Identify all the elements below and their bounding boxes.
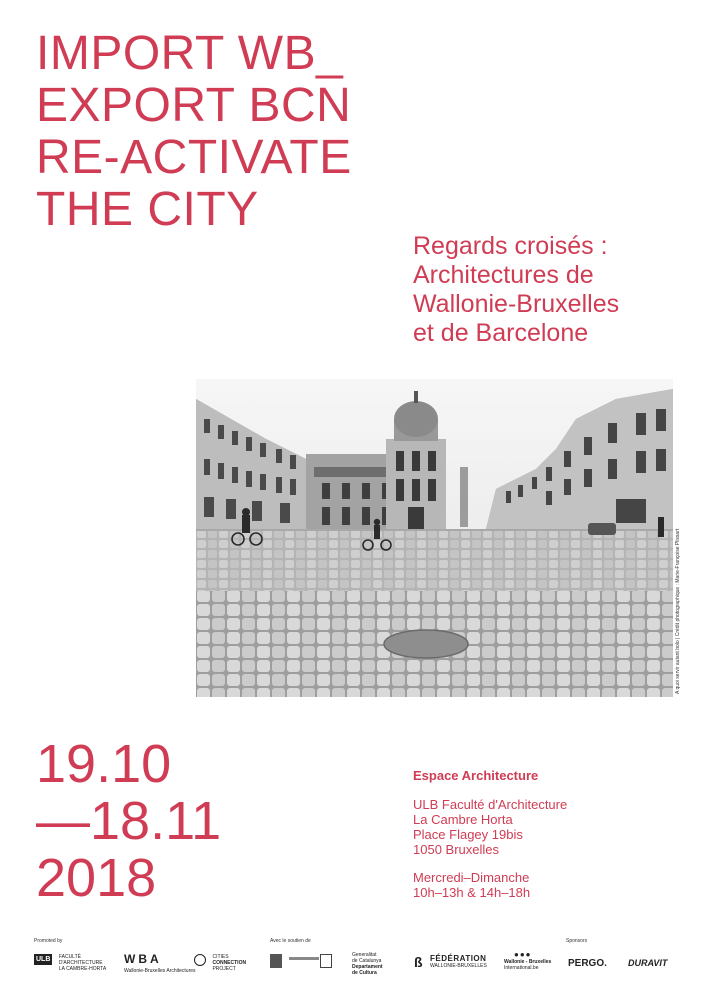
wbi-line-1: Wallonie - Bruxelles (504, 959, 552, 965)
cities-line-1: CITIES (212, 954, 229, 960)
generalitat-line-3: Departament (352, 964, 383, 970)
sponsors-label: Sponsors (566, 938, 588, 944)
subtitle-line-1: Regards croisés : (413, 232, 608, 260)
generalitat-line-1: Generalitat (352, 952, 377, 958)
seal-icon (320, 954, 332, 968)
date-end: —18.11 (36, 791, 222, 851)
generalitat-line-2: de Catalunya (352, 958, 382, 964)
title-line-3: RE-ACTIVATE (36, 131, 352, 184)
title-line-1: IMPORT WB_ (36, 27, 344, 80)
cities-line-2: CONNECTION (212, 960, 247, 966)
duravit-logo: DURAVIT (628, 958, 668, 968)
wbi-dots-icon: ●●● (514, 950, 532, 959)
federation-sub: WALLONIE-BRUXELLES (430, 963, 487, 969)
spain-coat-of-arms-icon (270, 954, 282, 968)
partner-logos (34, 938, 679, 978)
wba-sub: Wallonie-Bruxelles Architectures (124, 968, 196, 974)
wba-mark: WBA (124, 952, 162, 966)
federation-symbol-icon: ß (414, 954, 423, 970)
federation-mark: FÉDÉRATION (430, 954, 487, 963)
wbi-logo (504, 950, 551, 971)
title-line-4: THE CITY (36, 183, 259, 236)
address-line-2: La Cambre Horta (413, 812, 513, 827)
date-year: 2018 (36, 848, 157, 908)
photo-credit-text: A quoi servir autant bolo | Crédit photographique : Marie-Françoise Plissart (675, 528, 681, 694)
address-line-3: Place Flagey 19bis (413, 827, 523, 842)
venue-spacer (413, 857, 567, 870)
opening-hours: 10h–13h & 14h–18h (413, 885, 531, 900)
promoted-by-label: Promoted by (34, 938, 63, 944)
small-seal-logo (320, 954, 332, 972)
date-start: 19.10 (36, 734, 172, 794)
exhibition-dates (36, 736, 221, 907)
title-line-2: EXPORT BCN (36, 79, 352, 132)
address-line-4: 1050 Bruxelles (413, 842, 499, 857)
wba-logo (124, 952, 196, 974)
flagey-square-photo (196, 379, 673, 697)
poster-title (36, 28, 352, 236)
subtitle-line-3: Wallonie-Bruxelles (413, 290, 620, 318)
pergo-logo: PERGO. (568, 958, 607, 969)
cities-line-3: PROJECT (212, 966, 236, 972)
venue-title: Espace Architecture (413, 768, 539, 783)
venue-info (413, 768, 567, 900)
subtitle-line-2: Architectures de (413, 261, 594, 289)
cities-connection-logo (194, 954, 246, 972)
ulb-line-3: LA CAMBRE-HORTA (58, 966, 107, 972)
generalitat-logo (352, 952, 383, 976)
ulb-line-1: FACULTÉ (58, 954, 81, 960)
ulb-line-2: D'ARCHITECTURE (58, 960, 103, 966)
support-label: Avec le soutien de (270, 938, 311, 944)
generalitat-line-4: de Cultura (352, 970, 377, 976)
ulb-logo (34, 954, 106, 972)
ministry-text-block (289, 957, 319, 960)
wbi-line-2: International.be (504, 965, 539, 971)
federation-wb-logo (414, 954, 487, 972)
ulb-mark: ULB (36, 956, 51, 963)
subtitle-line-4: et de Barcelone (413, 319, 589, 347)
cities-circle-icon (194, 954, 206, 966)
opening-days: Mercredi–Dimanche (413, 870, 530, 885)
spain-ministry-logo (270, 954, 319, 972)
address-line-1: ULB Faculté d'Architecture (413, 797, 568, 812)
poster-subtitle (413, 232, 619, 348)
